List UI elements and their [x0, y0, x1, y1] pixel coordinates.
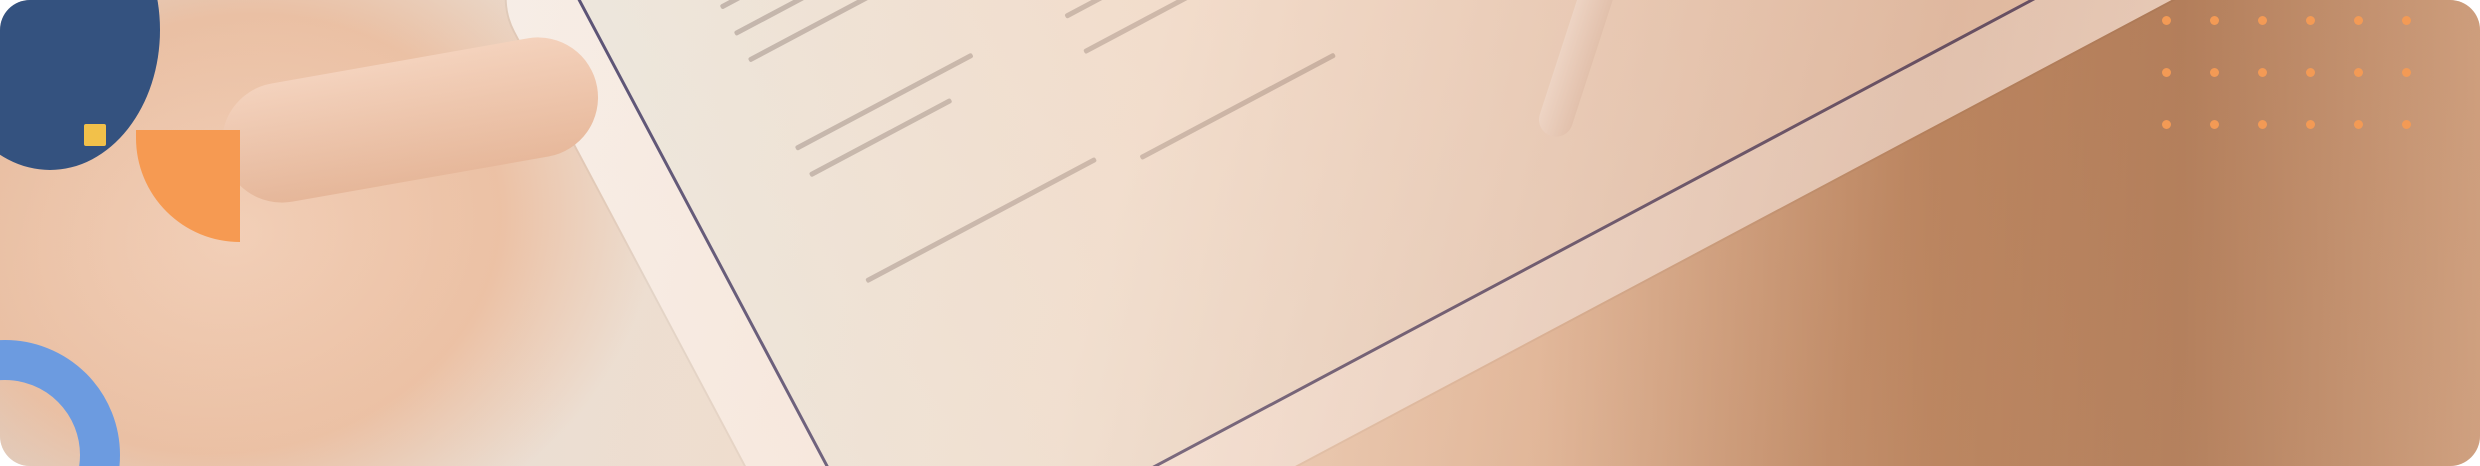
dot [2402, 16, 2411, 25]
dot [2354, 16, 2363, 25]
dot [2162, 68, 2171, 77]
dot [2258, 68, 2267, 77]
dot [2258, 16, 2267, 25]
dot [2210, 68, 2219, 77]
dot [2306, 68, 2315, 77]
dot [2402, 68, 2411, 77]
dot [2402, 120, 2411, 129]
dot [2354, 68, 2363, 77]
dot [2162, 120, 2171, 129]
dot [2306, 16, 2315, 25]
dot [2210, 16, 2219, 25]
dot [2210, 120, 2219, 129]
dot [2306, 120, 2315, 129]
dot [2354, 120, 2363, 129]
dot [2162, 16, 2171, 25]
yellow-square-decoration [84, 124, 106, 146]
dot [2258, 120, 2267, 129]
dot-grid-decoration [2162, 16, 2432, 136]
